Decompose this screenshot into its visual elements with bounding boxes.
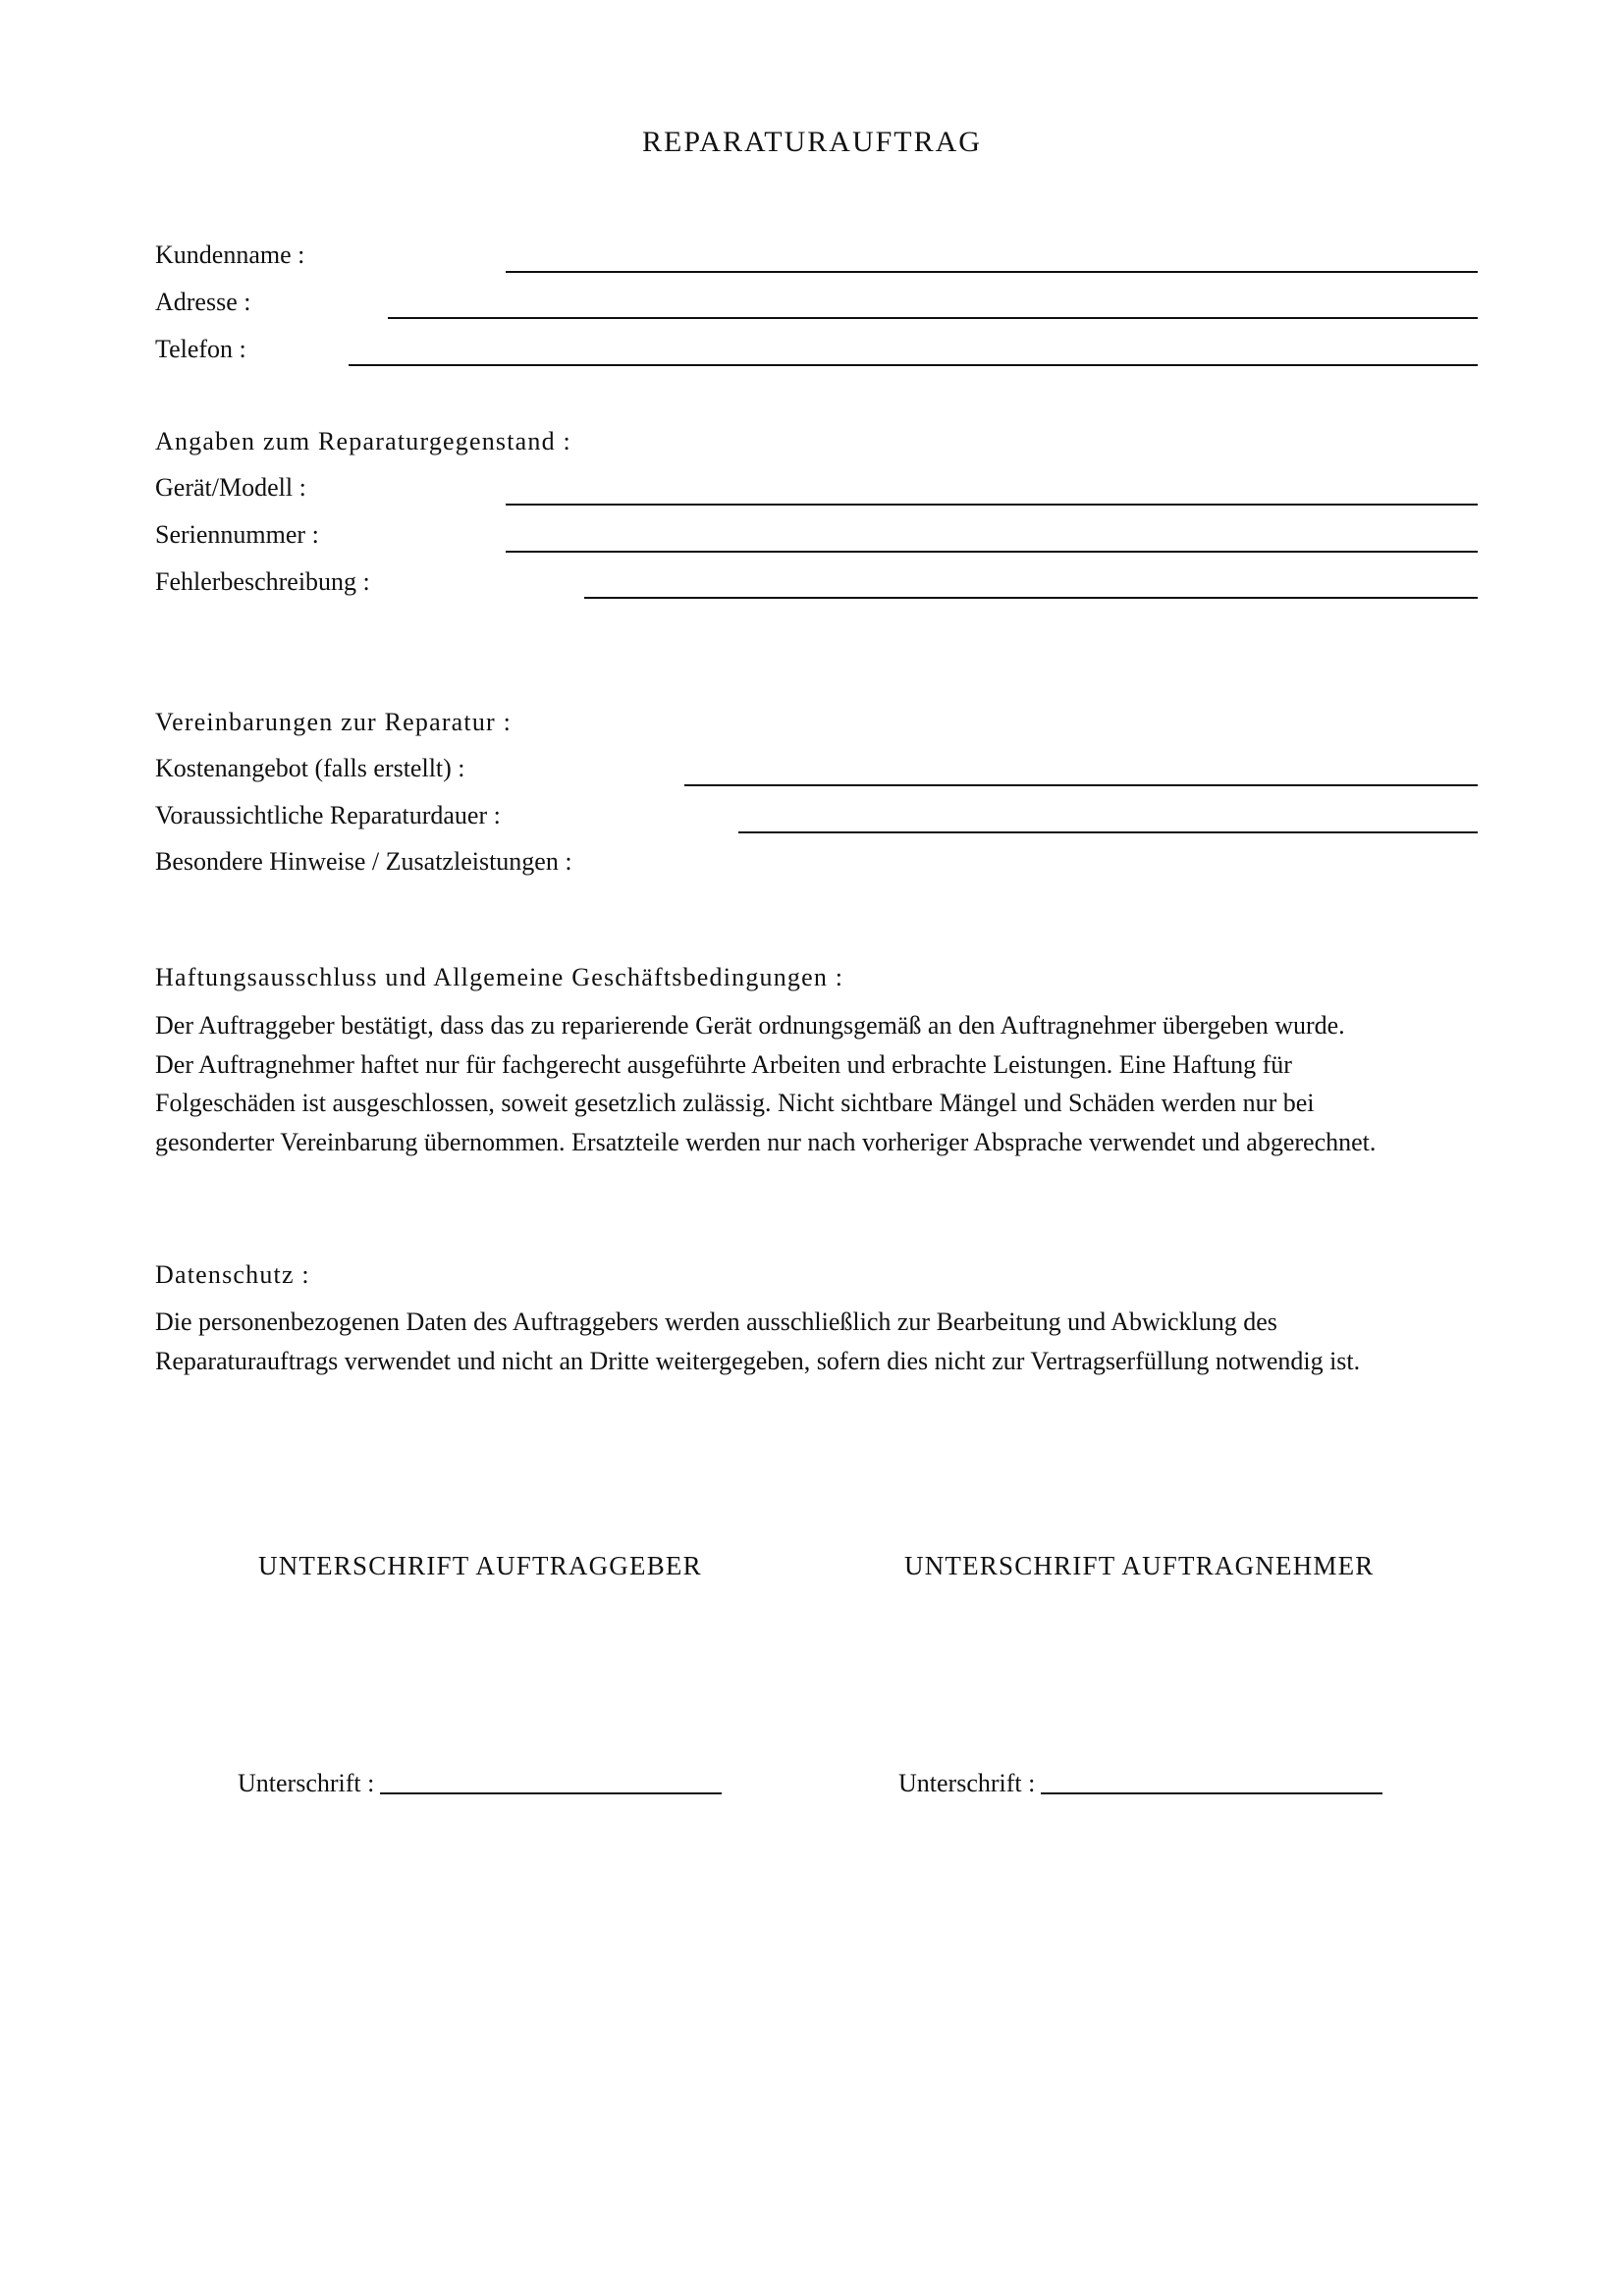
liability-text	[155, 1006, 1490, 1161]
item-section-heading: Angaben zum Reparaturgegenstand :	[155, 427, 571, 455]
client-signature-field[interactable]	[380, 1792, 722, 1794]
customer-name-label: Kundenname :	[155, 240, 305, 269]
repair-duration-label: Voraussichtliche Reparaturdauer :	[155, 801, 501, 829]
privacy-line: Die personenbezogenen Daten des Auftraggebers werden ausschließlich zur Bearbeitung und Abwicklung des	[155, 1308, 1277, 1336]
cost-estimate-label: Kostenangebot (falls erstellt) :	[155, 754, 465, 782]
client-signature-row	[238, 1769, 722, 1798]
contractor-signature-field[interactable]	[1041, 1792, 1382, 1794]
client-signature-heading: UNTERSCHRIFT AUFTRAGGEBER	[258, 1551, 702, 1580]
customer-name-field[interactable]	[506, 271, 1478, 273]
model-label: Gerät/Modell :	[155, 473, 306, 502]
privacy-section-heading: Datenschutz :	[155, 1260, 310, 1289]
liability-section-heading: Haftungsausschluss und Allgemeine Geschäftsbedingungen :	[155, 963, 844, 991]
phone-field[interactable]	[349, 364, 1478, 366]
agreements-section-heading: Vereinbarungen zur Reparatur :	[155, 708, 513, 736]
contractor-signature-heading: UNTERSCHRIFT AUFTRAGNEHMER	[904, 1551, 1375, 1580]
liability-line: Folgeschäden ist ausgeschlossen, soweit gesetzlich zulässig. Nicht sichtbare Mängel und Schäden werden nur bei	[155, 1089, 1315, 1117]
liability-line: Der Auftraggeber bestätigt, dass das zu reparierende Gerät ordnungsgemäß an den Auftragnehmer übergeben wurde.	[155, 1011, 1345, 1040]
liability-line: gesonderter Vereinbarung übernommen. Ersatzteile werden nur nach vorheriger Absprache verwendet und abgerechnet.	[155, 1127, 1377, 1156]
phone-label: Telefon :	[155, 335, 246, 363]
contractor-signature-row	[898, 1769, 1382, 1798]
cost-estimate-field[interactable]	[684, 784, 1478, 786]
special-notes-label: Besondere Hinweise / Zusatzleistungen :	[155, 847, 572, 876]
privacy-line: Reparaturauftrags verwendet und nicht an Dritte weitergegeben, sofern dies nicht zur Vertragserfüllung notwendig ist.	[155, 1346, 1361, 1375]
address-label: Adresse :	[155, 288, 251, 316]
contractor-signature-label: Unterschrift :	[898, 1769, 1036, 1797]
serial-number-field[interactable]	[506, 551, 1478, 553]
fault-description-field[interactable]	[584, 597, 1478, 599]
repair-duration-field[interactable]	[738, 831, 1478, 833]
privacy-text	[155, 1303, 1490, 1380]
fault-description-label: Fehlerbeschreibung :	[155, 567, 370, 596]
client-signature-label: Unterschrift :	[238, 1769, 375, 1797]
liability-line: Der Auftragnehmer haftet nur für fachgerecht ausgeführte Arbeiten und erbrachte Leistungen. Eine Haftung für	[155, 1049, 1292, 1079]
address-field[interactable]	[388, 317, 1478, 319]
serial-number-label: Seriennummer :	[155, 520, 319, 549]
model-field[interactable]	[506, 504, 1478, 506]
document-title: REPARATURAUFTRAG	[642, 126, 982, 158]
